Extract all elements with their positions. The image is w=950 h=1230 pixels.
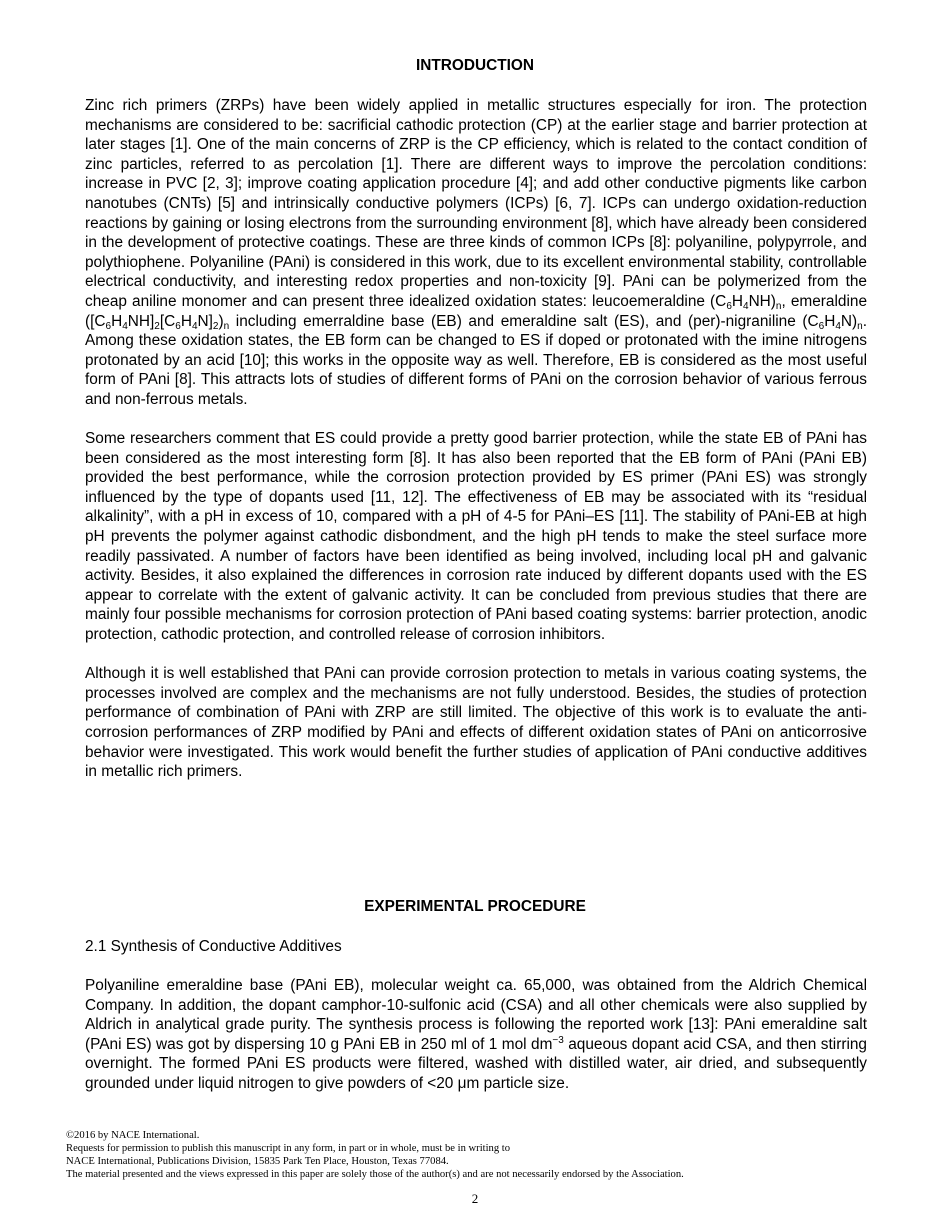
heading-introduction: INTRODUCTION xyxy=(416,57,534,74)
text-run: Zinc rich primers (ZRPs) have been widely applied in metallic structures especially for iron. The protection mechanisms are considered to be: sacrificial cathodic protection (CP) at the earlier stage and barrier protection at later stages [1]. One of the main concerns of ZRP is the CP efficiency, which is related to the contact condition of zinc particles, referred to as percolation [1]. There are different ways to improve the percolation conditions: increase in PVC [2, 3]; improve coating application procedure [4]; and add other conductive pigments like carbon nanotubes (CNTs) [5] and intrinsically conductive polymers (ICPs) [6, 7]. ICPs can undergo oxidation-reduction reactions by gaining or losing electrons from the surrounding environment [8], which have already been considered in the development of protective coatings. These are three kinds of common ICPs [8]: polyaniline, polypyrrole, and polythiophene. Polyaniline (PAni) is considered in this work, due to its excellent environmental stability, controllable electrical conductivity, and interesting redox properties and non-toxicity [9]. PAni can be polymerized from the cheap aniline monomer and can present three idealized oxidation states: leucoemeraldine (C xyxy=(85,97,867,310)
subscript: 6 xyxy=(726,300,732,312)
footer-line: The material presented and the views expressed in this paper are solely those of the author(s) and are not necessarily endorsed by the Association. xyxy=(66,1169,684,1180)
text-run: H xyxy=(111,312,123,330)
text-run: H xyxy=(824,312,836,330)
synthesis-body xyxy=(85,976,867,1094)
subscript: 6 xyxy=(105,320,112,332)
text-run: ) xyxy=(218,312,224,330)
subscript: n xyxy=(775,300,782,312)
text-run: N] xyxy=(197,312,213,330)
text-run: Polyaniline emeraldine base (PAni EB), molecular weight ca. 65,000, was obtained from the Aldrich Chemical Company. In addition, the dopant camphor-10-sulfonic acid (CSA) and all other chemicals were also supplied by Aldrich in analytical grade purity. The synthesis process is following the reported work [13]: PAni emeraldine salt (PAni ES) was got by dispersing 10 g PAni EB in 250 ml of 1 mol dm xyxy=(85,977,867,1053)
text-run: Although it is well established that PAni can provide corrosion protection to metals in various coating systems, the processes involved are complex and the mechanisms are not fully understood. Besides, the studies of protection performance of combination of PAni with ZRP are still limited. The objective of this work is to evaluate the anti-corrosion performances of ZRP modified by PAni and effects of different oxidation states of PAni on anticorrosive behavior were investigated. This work would benefit the further studies of application of PAni conductive additives in metallic rich primers. xyxy=(85,665,867,781)
text-run: H xyxy=(180,312,192,330)
intro-body xyxy=(85,96,867,782)
text-run: [C xyxy=(159,312,176,330)
subscript: 6 xyxy=(175,320,181,332)
text-run: Some researchers comment that ES could provide a pretty good barrier protection, while the state EB of PAni has been considered as the most interesting form [8]. It has also been reported that the EB form of PAni (PAni EB) provided the best performance, while the corrosion protection provided by ES primer (PAni ES) was strongly influenced by the type of dopants used [11, 12]. The effectiveness of EB may be associated with its “residual alkalinity”, with a pH in excess of 10, compared with a pH of 4-5 for PAni–ES [11]. The stability of PAni-EB at high pH prevents the polymer against cathodic disbondment, and the high pH tends to make the steel surface more readily passivated. A number of factors have been identified as being involved, including local pH and galvanic activity. Besides, it also explained the differences in corrosion rate induced by different dopants used with the ES appear to correlate with the extent of galvanic activity. It can be concluded from previous studies that there are mainly four possible mechanisms for corrosion protection of PAni based coating systems: barrier protection, anodic protection, cathodic protection, and controlled release of corrosion inhibitors. xyxy=(85,430,867,644)
subscript: n xyxy=(223,320,230,332)
paragraph xyxy=(85,429,867,645)
footer-line: ©2016 by NACE International. xyxy=(66,1130,200,1141)
paragraph xyxy=(85,976,867,1094)
superscript: −3 xyxy=(552,1034,564,1046)
subscript: 2 xyxy=(212,320,219,332)
text-run: NH) xyxy=(748,292,776,310)
subscript: 4 xyxy=(743,300,749,312)
subscript: 6 xyxy=(818,320,825,332)
subscript: 4 xyxy=(835,320,841,332)
heading-experimental-procedure: EXPERIMENTAL PROCEDURE xyxy=(364,898,586,915)
text-run: including emerraldine base (EB) and emeraldine salt (ES), and (per)-nigraniline (C xyxy=(229,312,819,330)
subscript: 4 xyxy=(122,320,128,332)
text-run: , emeraldine ([C xyxy=(85,292,868,330)
footer-line: Requests for permission to publish this manuscript in any form, in part or in whole, must be in writing to xyxy=(66,1143,511,1154)
text-run: . Among these oxidation states, the EB form can be changed to ES if doped or protonated with the imine nitrogens protonated by an acid [10]; this works in the opposite way as well. Therefore, EB is considered as the most useful form of PAni [8]. This attracts lots of studies of different forms of PAni on the corrosion behavior of various ferrous and non-ferrous metals. xyxy=(85,312,867,408)
copyright-footer xyxy=(66,1129,684,1181)
text-run: H xyxy=(731,292,743,310)
page-number: 2 xyxy=(471,1191,479,1206)
text-run: aqueous dopant acid CSA, and then stirring overnight. The formed PAni ES products were filtered, washed with distilled water, air dried, and subsequently grounded under liquid nitrogen to give powders of <20 μm particle size. xyxy=(85,1035,867,1092)
text-run: N) xyxy=(840,312,858,330)
subscript: 2 xyxy=(154,320,160,332)
text-run: NH] xyxy=(127,312,155,330)
footer-line: NACE International, Publications Division, 15835 Park Ten Place, Houston, Texas 77084. xyxy=(66,1156,449,1167)
subscript: n xyxy=(857,320,863,332)
paragraph xyxy=(85,96,867,410)
paragraph xyxy=(85,664,867,782)
subsection-heading: 2.1 Synthesis of Conductive Additives xyxy=(85,938,342,955)
subscript: 4 xyxy=(191,320,198,332)
